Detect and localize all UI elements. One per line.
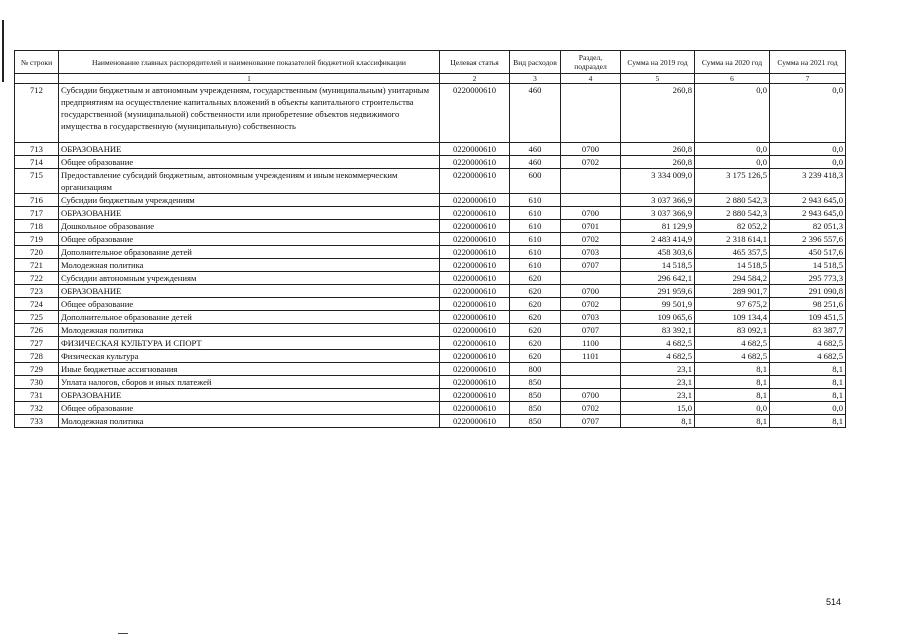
row-expense-type: 460: [510, 143, 561, 156]
row-section: [561, 169, 621, 194]
row-number: 733: [15, 415, 59, 428]
row-target-article: 0220000610: [440, 156, 510, 169]
row-target-article: 0220000610: [440, 194, 510, 207]
row-name: Молодежная политика: [59, 324, 440, 337]
row-expense-type: 620: [510, 272, 561, 285]
row-name: Общее образование: [59, 156, 440, 169]
row-name: ОБРАЗОВАНИЕ: [59, 143, 440, 156]
row-name: ОБРАЗОВАНИЕ: [59, 285, 440, 298]
row-section: [561, 272, 621, 285]
row-sum-2020: 4 682,5: [695, 350, 770, 363]
row-section: 0707: [561, 324, 621, 337]
header-sum-2021: Сумма на 2021 год: [770, 51, 846, 74]
row-name: Предоставление субсидий бюджетным, автономным учреждениям и иным некоммерческим организациям: [59, 169, 440, 194]
row-expense-type: 610: [510, 246, 561, 259]
row-name: Иные бюджетные ассигнования: [59, 363, 440, 376]
row-sum-2021: 83 387,7: [770, 324, 846, 337]
row-number: 712: [15, 84, 59, 143]
row-number: 726: [15, 324, 59, 337]
table-row: [15, 194, 846, 207]
row-name: Молодежная политика: [59, 415, 440, 428]
row-expense-type: 850: [510, 402, 561, 415]
row-number: 728: [15, 350, 59, 363]
row-sum-2020: 0,0: [695, 143, 770, 156]
row-sum-2021: 8,1: [770, 363, 846, 376]
header-num: № строки: [15, 51, 59, 74]
row-expense-type: 850: [510, 376, 561, 389]
row-sum-2019: 23,1: [621, 363, 695, 376]
row-section: 0700: [561, 143, 621, 156]
table-row: [15, 143, 846, 156]
row-number: 724: [15, 298, 59, 311]
row-sum-2019: 260,8: [621, 84, 695, 143]
row-target-article: 0220000610: [440, 324, 510, 337]
table-row: [15, 337, 846, 350]
row-expense-type: 610: [510, 194, 561, 207]
table-row: [15, 350, 846, 363]
row-number: 719: [15, 233, 59, 246]
row-sum-2020: 8,1: [695, 363, 770, 376]
row-name: Субсидии бюджетным учреждениям: [59, 194, 440, 207]
row-sum-2020: 0,0: [695, 156, 770, 169]
row-sum-2021: 0,0: [770, 143, 846, 156]
row-number: 725: [15, 311, 59, 324]
row-number: 730: [15, 376, 59, 389]
row-sum-2020: 83 092,1: [695, 324, 770, 337]
row-section: 0700: [561, 389, 621, 402]
margin-mark: [2, 20, 4, 82]
row-target-article: 0220000610: [440, 259, 510, 272]
row-section: [561, 376, 621, 389]
row-number: 716: [15, 194, 59, 207]
row-target-article: 0220000610: [440, 207, 510, 220]
col-number: [15, 74, 59, 84]
row-target-article: 0220000610: [440, 415, 510, 428]
row-sum-2021: 4 682,5: [770, 350, 846, 363]
page-number: 514: [826, 597, 842, 607]
col-number: 2: [440, 74, 510, 84]
row-section: 0702: [561, 402, 621, 415]
row-sum-2020: 0,0: [695, 402, 770, 415]
row-sum-2019: 99 501,9: [621, 298, 695, 311]
row-section: 0700: [561, 207, 621, 220]
row-expense-type: 620: [510, 298, 561, 311]
table-row: [15, 156, 846, 169]
row-target-article: 0220000610: [440, 363, 510, 376]
row-target-article: 0220000610: [440, 337, 510, 350]
row-section: 0702: [561, 233, 621, 246]
table-row: [15, 363, 846, 376]
row-sum-2021: 109 451,5: [770, 311, 846, 324]
row-target-article: 0220000610: [440, 350, 510, 363]
row-sum-2020: 0,0: [695, 84, 770, 143]
row-sum-2021: 2 396 557,6: [770, 233, 846, 246]
table-row: [15, 415, 846, 428]
row-name: Дополнительное образование детей: [59, 311, 440, 324]
row-name: ФИЗИЧЕСКАЯ КУЛЬТУРА И СПОРТ: [59, 337, 440, 350]
row-target-article: 0220000610: [440, 272, 510, 285]
row-name: Общее образование: [59, 402, 440, 415]
row-sum-2019: 8,1: [621, 415, 695, 428]
row-expense-type: 600: [510, 169, 561, 194]
row-number: 720: [15, 246, 59, 259]
row-name: Субсидии автономным учреждениям: [59, 272, 440, 285]
row-name: Молодежная политика: [59, 259, 440, 272]
header-section: Раздел, подраздел: [561, 51, 621, 74]
budget-table: [14, 50, 846, 428]
row-section: 0707: [561, 259, 621, 272]
row-expense-type: 610: [510, 233, 561, 246]
row-sum-2021: 0,0: [770, 156, 846, 169]
row-sum-2019: 14 518,5: [621, 259, 695, 272]
row-name: ОБРАЗОВАНИЕ: [59, 207, 440, 220]
table-row: [15, 169, 846, 194]
row-section: 0702: [561, 298, 621, 311]
row-number: 714: [15, 156, 59, 169]
table-row: [15, 220, 846, 233]
table-row: [15, 324, 846, 337]
row-sum-2021: 0,0: [770, 402, 846, 415]
table-row: [15, 298, 846, 311]
row-name: Субсидии бюджетным и автономным учреждениям, государственным (муниципальным) унитарным предприятиям на осуществление капитальных вложений в объекты капитального строительства государственной (муниципальной) собственности или приобретение объектов недвижимого имущества в государственную (муниципальную) собственность: [59, 84, 440, 143]
table-row: [15, 259, 846, 272]
row-sum-2021: 291 090,8: [770, 285, 846, 298]
row-target-article: 0220000610: [440, 311, 510, 324]
col-number: 3: [510, 74, 561, 84]
row-name: Физическая культура: [59, 350, 440, 363]
col-number: 1: [59, 74, 440, 84]
row-number: 732: [15, 402, 59, 415]
row-name: Уплата налогов, сборов и иных платежей: [59, 376, 440, 389]
header-sum-2020: Сумма на 2020 год: [695, 51, 770, 74]
row-name: Дополнительное образование детей: [59, 246, 440, 259]
table-row: [15, 285, 846, 298]
table-row: [15, 376, 846, 389]
row-target-article: 0220000610: [440, 169, 510, 194]
row-sum-2019: 296 642,1: [621, 272, 695, 285]
row-sum-2019: 23,1: [621, 376, 695, 389]
row-sum-2021: 450 517,6: [770, 246, 846, 259]
row-sum-2019: 260,8: [621, 156, 695, 169]
row-sum-2019: 458 303,6: [621, 246, 695, 259]
row-sum-2021: 8,1: [770, 376, 846, 389]
row-target-article: 0220000610: [440, 402, 510, 415]
row-number: 722: [15, 272, 59, 285]
row-sum-2021: 14 518,5: [770, 259, 846, 272]
row-section: 0703: [561, 311, 621, 324]
row-sum-2020: 14 518,5: [695, 259, 770, 272]
row-target-article: 0220000610: [440, 220, 510, 233]
row-sum-2019: 3 334 009,0: [621, 169, 695, 194]
row-target-article: 0220000610: [440, 298, 510, 311]
row-expense-type: 610: [510, 220, 561, 233]
row-target-article: 0220000610: [440, 246, 510, 259]
row-sum-2021: 2 943 645,0: [770, 194, 846, 207]
col-number: 6: [695, 74, 770, 84]
row-number: 731: [15, 389, 59, 402]
col-number: 4: [561, 74, 621, 84]
row-name: Общее образование: [59, 233, 440, 246]
row-expense-type: 620: [510, 324, 561, 337]
col-number: 7: [770, 74, 846, 84]
row-target-article: 0220000610: [440, 285, 510, 298]
row-section: 1101: [561, 350, 621, 363]
row-expense-type: 620: [510, 285, 561, 298]
header-target: Целевая статья: [440, 51, 510, 74]
row-expense-type: 620: [510, 337, 561, 350]
row-number: 721: [15, 259, 59, 272]
row-expense-type: 800: [510, 363, 561, 376]
header-row: [15, 51, 846, 74]
row-sum-2021: 0,0: [770, 84, 846, 143]
row-sum-2020: 2 880 542,3: [695, 207, 770, 220]
row-sum-2021: 82 051,3: [770, 220, 846, 233]
row-sum-2020: 2 318 614,1: [695, 233, 770, 246]
row-sum-2021: 2 943 645,0: [770, 207, 846, 220]
row-sum-2021: 295 773,3: [770, 272, 846, 285]
row-sum-2020: 82 052,2: [695, 220, 770, 233]
row-sum-2021: 3 239 418,3: [770, 169, 846, 194]
row-number: 727: [15, 337, 59, 350]
row-number: 729: [15, 363, 59, 376]
row-section: 1100: [561, 337, 621, 350]
row-number: 715: [15, 169, 59, 194]
row-sum-2020: 2 880 542,3: [695, 194, 770, 207]
column-number-row: [15, 74, 846, 84]
row-sum-2020: 289 901,7: [695, 285, 770, 298]
row-sum-2020: 294 584,2: [695, 272, 770, 285]
row-sum-2020: 4 682,5: [695, 337, 770, 350]
row-section: [561, 194, 621, 207]
row-sum-2020: 8,1: [695, 415, 770, 428]
row-name: ОБРАЗОВАНИЕ: [59, 389, 440, 402]
row-sum-2019: 3 037 366,9: [621, 194, 695, 207]
row-expense-type: 620: [510, 311, 561, 324]
row-expense-type: 620: [510, 350, 561, 363]
row-sum-2021: 98 251,6: [770, 298, 846, 311]
row-sum-2019: 81 129,9: [621, 220, 695, 233]
row-section: [561, 363, 621, 376]
row-sum-2020: 3 175 126,5: [695, 169, 770, 194]
row-sum-2020: 8,1: [695, 389, 770, 402]
row-sum-2021: 8,1: [770, 415, 846, 428]
row-number: 723: [15, 285, 59, 298]
row-sum-2019: 83 392,1: [621, 324, 695, 337]
row-number: 718: [15, 220, 59, 233]
row-target-article: 0220000610: [440, 389, 510, 402]
row-sum-2019: 4 682,5: [621, 337, 695, 350]
header-name: Наименование главных распорядителей и наименование показателей бюджетной классификации: [59, 51, 440, 74]
row-expense-type: 610: [510, 259, 561, 272]
row-section: 0703: [561, 246, 621, 259]
row-section: 0707: [561, 415, 621, 428]
row-sum-2020: 465 357,5: [695, 246, 770, 259]
row-section: [561, 84, 621, 143]
table-row: [15, 246, 846, 259]
table-row: [15, 233, 846, 246]
row-sum-2019: 15,0: [621, 402, 695, 415]
row-section: 0701: [561, 220, 621, 233]
row-sum-2020: 109 134,4: [695, 311, 770, 324]
row-number: 713: [15, 143, 59, 156]
row-sum-2019: 2 483 414,9: [621, 233, 695, 246]
header-type: Вид расходов: [510, 51, 561, 74]
table-row: [15, 272, 846, 285]
row-sum-2021: 4 682,5: [770, 337, 846, 350]
table-row: [15, 389, 846, 402]
row-sum-2020: 97 675,2: [695, 298, 770, 311]
table-row: [15, 207, 846, 220]
row-target-article: 0220000610: [440, 84, 510, 143]
row-expense-type: 460: [510, 84, 561, 143]
row-sum-2019: 291 959,6: [621, 285, 695, 298]
row-sum-2019: 4 682,5: [621, 350, 695, 363]
row-expense-type: 850: [510, 389, 561, 402]
row-number: 717: [15, 207, 59, 220]
header-sum-2019: Сумма на 2019 год: [621, 51, 695, 74]
row-expense-type: 850: [510, 415, 561, 428]
row-expense-type: 610: [510, 207, 561, 220]
row-sum-2019: 260,8: [621, 143, 695, 156]
row-target-article: 0220000610: [440, 233, 510, 246]
row-sum-2020: 8,1: [695, 376, 770, 389]
row-target-article: 0220000610: [440, 143, 510, 156]
row-sum-2021: 8,1: [770, 389, 846, 402]
row-sum-2019: 23,1: [621, 389, 695, 402]
row-target-article: 0220000610: [440, 376, 510, 389]
scan-mark: [118, 633, 128, 634]
row-name: Дошкольное образование: [59, 220, 440, 233]
row-sum-2019: 109 065,6: [621, 311, 695, 324]
row-sum-2019: 3 037 366,9: [621, 207, 695, 220]
col-number: 5: [621, 74, 695, 84]
row-section: 0700: [561, 285, 621, 298]
row-expense-type: 460: [510, 156, 561, 169]
table-row: [15, 402, 846, 415]
row-name: Общее образование: [59, 298, 440, 311]
row-section: 0702: [561, 156, 621, 169]
table-row: [15, 84, 846, 143]
table-row: [15, 311, 846, 324]
